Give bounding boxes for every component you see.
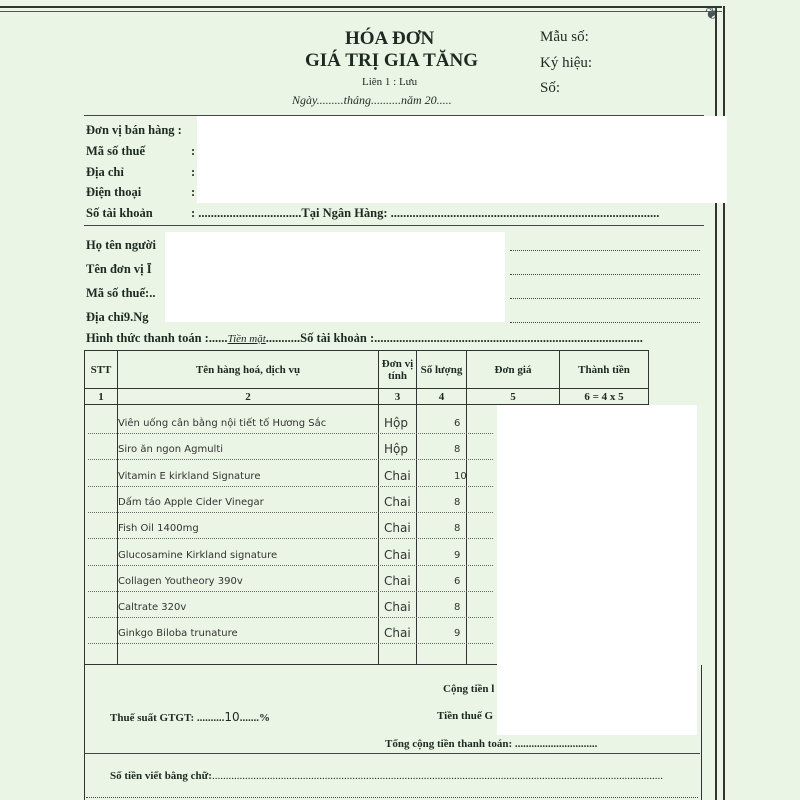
copy-label: Liên 1 : Lưu	[362, 76, 418, 88]
item-quantity: 9	[454, 549, 461, 561]
subtotal-label: Cộng tiền l	[443, 683, 495, 695]
item-unit: Hộp	[384, 442, 408, 457]
table-row	[88, 573, 493, 592]
vat-rate-label	[110, 710, 270, 724]
table-row	[88, 494, 493, 513]
seller-bank-line: : .................................Tại Ngân Hàng: ......................................................................................	[191, 206, 660, 220]
item-quantity: 6	[454, 575, 461, 587]
index-cell: 6 = 4 x 5	[560, 389, 649, 405]
index-cell: 4	[417, 389, 467, 405]
dotted-line	[510, 298, 700, 299]
index-cell: 3	[379, 389, 417, 405]
redacted-buyer-info	[165, 232, 505, 322]
symbol-label: Ký hiệu:	[540, 55, 593, 71]
redacted-seller-info	[197, 116, 727, 203]
buyer-name-label: Họ tên người	[86, 238, 156, 252]
dotted-line	[510, 250, 700, 251]
vat-rate-text: Thuế suất GTGT: ..........	[110, 712, 225, 724]
seller-tax-label: Mã số thuế	[86, 144, 146, 158]
divider	[84, 753, 700, 754]
dotted-line	[510, 322, 700, 323]
item-name: Dấm táo Apple Cider Vinegar	[118, 496, 264, 508]
date-line: Ngày.........tháng..........năm 20.....	[292, 93, 452, 107]
item-unit: Chai	[384, 600, 411, 615]
vat-amount-label: Tiền thuế G	[437, 710, 494, 722]
item-quantity: 8	[454, 444, 461, 456]
index-cell: 5	[467, 389, 560, 405]
amount-in-words-label: Số tiền viết bằng chữ:....................................................................................................................................................................	[110, 770, 663, 782]
item-quantity: 10	[454, 470, 467, 482]
frame-border-top	[0, 6, 722, 12]
item-unit: Chai	[384, 521, 411, 536]
buyer-tax-label: Mã số thuế:..	[86, 286, 156, 300]
percent-sign: .......%	[239, 712, 270, 724]
colon: :	[191, 185, 196, 199]
invoice-title: HÓA ĐƠN	[345, 28, 435, 49]
col-header: STT	[85, 351, 118, 389]
form-number-label: Mẫu số:	[540, 29, 589, 45]
payment-method-label	[86, 331, 701, 346]
col-header: Số lượng	[417, 351, 467, 389]
item-unit: Chai	[384, 573, 411, 588]
dotted-line	[86, 797, 698, 798]
item-name: Viên uống cân bằng nội tiết tố Hương Sắc	[118, 418, 327, 429]
item-name: Glucosamine Kirkland signature	[118, 549, 278, 561]
number-label: Số:	[540, 80, 561, 96]
item-name: Collagen Youtheory 390v	[118, 575, 243, 587]
payment-label: Hình thức thanh toán :......	[86, 331, 228, 345]
buyer-unit-label: Tên đơn vị Ī	[86, 262, 152, 276]
redacted-amounts	[497, 405, 697, 735]
buyer-account-label: ...........Số tài khoản :......................................................................................	[265, 331, 643, 345]
item-name: Fish Oil 1400mg	[118, 523, 199, 535]
item-name: Ginkgo Biloba trunature	[118, 628, 238, 640]
table-row	[88, 628, 493, 644]
corner-ornament: ❦	[705, 6, 719, 23]
col-header: Tên hàng hoá, dịch vụ	[118, 351, 379, 389]
seller-phone-label: Điện thoại	[86, 185, 142, 199]
divider	[84, 225, 704, 226]
invoice-subtitle: GIÁ TRỊ GIA TĂNG	[305, 50, 478, 71]
item-name: Vitamin E kirkland Signature	[118, 470, 261, 482]
seller-name-label: Đơn vị bán hàng :	[86, 123, 182, 137]
item-quantity: 6	[454, 418, 461, 429]
item-quantity: 8	[454, 602, 461, 614]
col-header: Thành tiền	[560, 351, 649, 389]
item-unit: Hộp	[384, 416, 408, 430]
table-row	[88, 547, 493, 566]
grand-total-label: Tổng cộng tiền thanh toán: ..............................	[385, 738, 598, 750]
vat-rate-value: 10	[224, 710, 240, 724]
table-row	[88, 523, 493, 539]
table-row	[88, 444, 493, 460]
col-header: Đơn vị tính	[379, 351, 417, 389]
table-row	[88, 602, 493, 618]
item-name: Siro ăn ngon Agmulti	[118, 444, 224, 456]
payment-value: Tiền mặt	[227, 333, 266, 345]
item-unit: Chai	[384, 626, 411, 641]
seller-address-label: Địa chỉ	[86, 165, 124, 179]
col-header: Đơn giá	[467, 351, 560, 389]
item-quantity: 8	[454, 523, 461, 535]
item-quantity: 8	[454, 496, 461, 508]
item-unit: Chai	[384, 468, 411, 483]
item-unit: Chai	[384, 547, 411, 562]
amount-in-words-text: Số tiền viết bằng chữ:	[110, 770, 212, 782]
colon: :	[191, 144, 196, 158]
item-name: Caltrate 320v	[118, 602, 187, 614]
dotted-line	[510, 274, 700, 275]
table-row	[88, 468, 493, 487]
table-row	[88, 418, 493, 434]
item-quantity: 9	[454, 628, 461, 640]
index-cell: 1	[85, 389, 118, 405]
colon: :	[191, 165, 196, 179]
index-cell: 2	[118, 389, 379, 405]
buyer-address-label: Địa chỉ9.Ng	[86, 310, 149, 324]
item-unit: Chai	[384, 494, 411, 509]
seller-account-label: Số tài khoản	[86, 206, 153, 220]
